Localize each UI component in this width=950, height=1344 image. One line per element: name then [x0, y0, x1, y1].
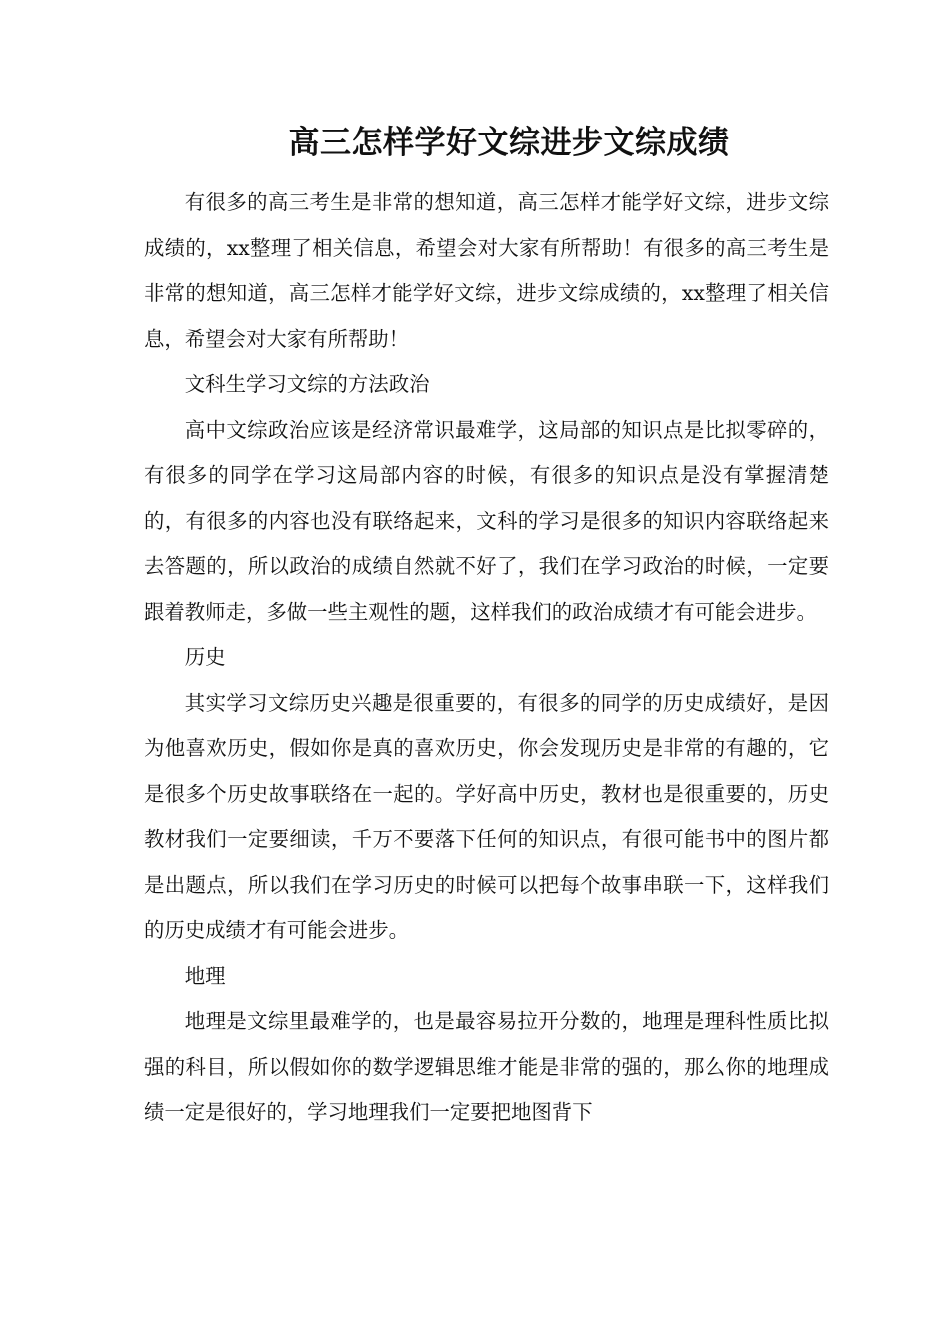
geography-paragraph: 地理是文综里最难学的，也是最容易拉开分数的，地理是理科性质比拟强的科目，所以假如你的数学逻辑思维才能是非常的强的，那么你的地理成绩一定是很好的，学习地理我们一定要把地图背下 — [144, 1009, 829, 1124]
document-body — [144, 180, 829, 1136]
intro-paragraph: 有很多的高三考生是非常的想知道，高三怎样才能学好文综，进步文综成绩的，xx整理了相关信息，希望会对大家有所帮助！有很多的高三考生是非常的想知道，高三怎样才能学好文综，进步文综成绩的，xx整理了相关信息，希望会对大家有所帮助！ — [144, 190, 829, 351]
politics-heading: 文科生学习文综的方法政治 — [184, 372, 430, 396]
document-title: 高三怎样学好文综进步文综成绩 — [288, 125, 730, 161]
geography-heading: 地理 — [184, 963, 226, 988]
politics-paragraph: 高中文综政治应该是经济常识最难学，这局部的知识点是比拟零碎的，有很多的同学在学习这局部内容的时候，有很多的知识点是没有掌握清楚的，有很多的内容也没有联络起来，文科的学习是很多的知识内容联络起来去答题的，所以政治的成绩自然就不好了，我们在学习政治的时候，一定要跟着教师走，多做一些主观性的题，这样我们的政治成绩才有可能会进步。 — [144, 417, 829, 624]
history-heading: 历史 — [184, 645, 226, 669]
history-paragraph: 其实学习文综历史兴趣是很重要的，有很多的同学的历史成绩好，是因为他喜欢历史，假如你是真的喜欢历史，你会发现历史是非常的有趣的，它是很多个历史故事联络在一起的。学好高中历史，教材也是很重要的，历史教材我们一定要细读，千万不要落下任何的知识点，有很可能书中的图片都是出题点，所以我们在学习历史的时候可以把每个故事串联一下，这样我们的历史成绩才有可能会进步。 — [144, 690, 829, 942]
